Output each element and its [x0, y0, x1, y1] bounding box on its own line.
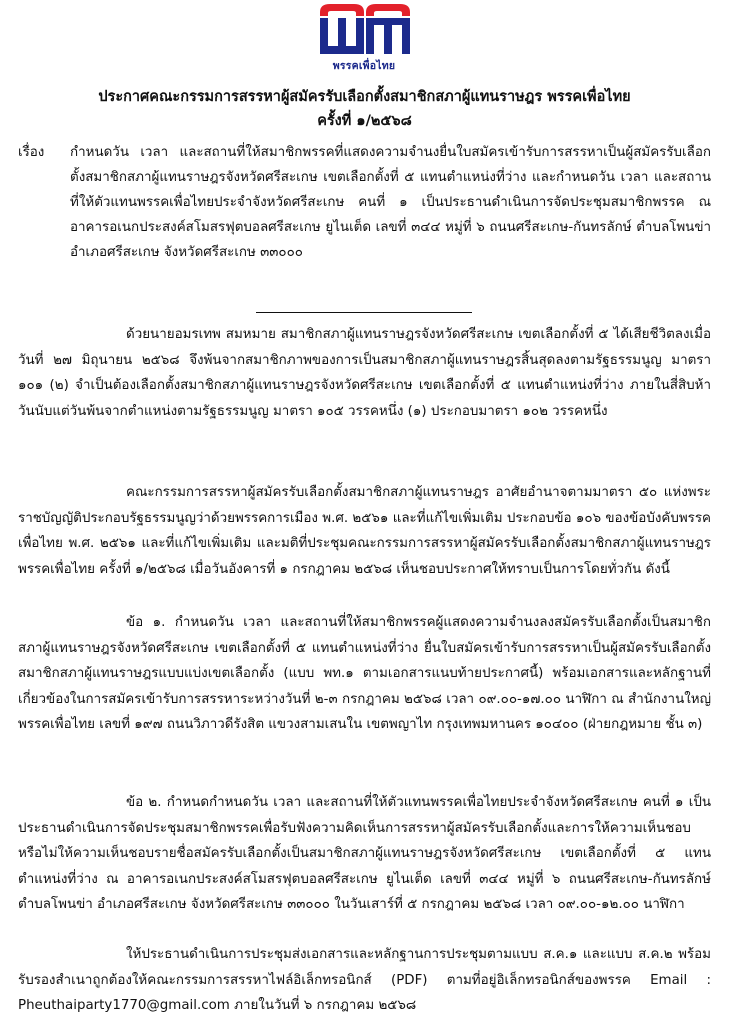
subject-block [18, 140, 711, 265]
paragraph-authority: คณะกรรมการสรรหาผู้สมัครรับเลือกตั้งสมาชิกสภาผู้แทนราษฎร อาศัยอำนาจตามมาตรา ๕๐ แห่งพระราชบัญญัติประกอบรัฐธรรมนูญว่าด้วยพรรคการเมือง พ.ศ. ๒๕๖๑ และที่แก้ไขเพิ่มเติม ประกอบข้อ ๑๐๖ ของข้อบังคับพรรคเพื่อไทย พ.ศ. ๒๕๖๑ และที่แก้ไขเพิ่มเติม และมติที่ประชุมคณะกรรมการสรรหาผู้สมัครรับเลือกตั้งสมาชิกสภาผู้แทนราษฎร พรรคเพื่อไทย ครั้งที่ ๑/๒๕๖๘ เมื่อวันอังคารที่ ๑ กรกฎาคม ๒๕๖๘ เห็นชอบประกาศให้ทราบเป็นการโดยทั่วกัน ดังนี้ [18, 485, 711, 577]
paragraph-submission [18, 942, 711, 1019]
announcement-number: ครั้งที่ ๑/๒๕๖๘ [317, 113, 412, 129]
paragraph-clause-2: ข้อ ๒. กำหนดกำหนดวัน เวลา และสถานที่ให้ตัวแทนพรรคเพื่อไทยประจำจังหวัดศรีสะเกษ คนที่ ๑ เป็นประธานดำเนินการจัดประชุมสมาชิกพรรคเพื่อรับฟังความคิดเห็นการสรรหาผู้สมัครรับเลือกตั้งและการให้ความเห็นชอบหรือไม่ให้ความเห็นชอบรายชื่อสมัครรับเลือกตั้งเป็นสมาชิกสภาผู้แทนราษฎรจังหวัดศรีสะเกษ เขตเลือกตั้งที่ ๕ แทนตำแหน่งที่ว่าง ณ อาคารอเนกประสงค์สโมสรฟุตบอลศรีสะเกษ ยูไนเต็ด เลขที่ ๓๔๔ หมู่ที่ ๖ ถนนศรีสะเกษ-กันทรลักษ์ ตำบลโพนข่า อำเภอศรีสะเกษ จังหวัดศรีสะเกษ ๓๓๐๐๐ ในวันเสาร์ที่ ๕ กรกฎาคม ๒๕๖๘ เวลา ๐๙.๐๐-๑๒.๐๐ นาฬิกา [18, 795, 711, 912]
party-logo [314, 2, 414, 74]
submission-deadline: ภายในวันที่ ๖ กรกฎาคม ๒๕๖๘ [229, 998, 417, 1013]
submission-text: ให้ประธานดำเนินการประชุมส่งเอกสารและหลักฐานการประชุมตามแบบ ส.ค.๑ และแบบ ส.ค.๒ พร้อมรับรองสำเนาถูกต้องให้คณะกรรมการสรรหาไฟล์อิเล็กทรอนิกส์ (PDF) ตามที่อยู่อิเล็กทรอนิกส์ของพรรค Email : [18, 947, 711, 988]
announcement-title: ประกาศคณะกรรมการสรรหาผู้สมัครรับเลือกตั้งสมาชิกสภาผู้แทนราษฎร พรรคเพื่อไทย [98, 89, 631, 105]
subject-label: เรื่อง [18, 145, 45, 160]
paragraph-clause-1: ข้อ ๑. กำหนดวัน เวลา และสถานที่ให้สมาชิกพรรคผู้แสดงความจำนงลงสมัครรับเลือกตั้งเป็นสมาชิกสภาผู้แทนราษฎรจังหวัดศรีสะเกษ เขตเลือกตั้งที่ ๕ แทนตำแหน่งที่ว่าง ยื่นใบสมัครเข้ารับการสรรหาเป็นผู้สมัครรับเลือกตั้งสมาชิกสภาผู้แทนราษฎรแบบแบ่งเขตเลือกตั้ง (แบบ พท.๑ ตามเอกสารแนบท้ายประกาศนี้) พร้อมเอกสารและหลักฐานที่เกี่ยวข้องในการสมัครเข้ารับการสรรหาระหว่างวันที่ ๒-๓ กรกฎาคม ๒๕๖๘ เวลา ๐๙.๐๐-๑๗.๐๐ นาฬิกา ณ สำนักงานใหญ่พรรคเพื่อไทย เลขที่ ๑๙๗ ถนนวิภาวดีรังสิต แขวงสามเสนใน เขตพญาไท กรุงเทพมหานคร ๑๐๔๐๐ (ฝ่ายกฎหมาย ชั้น ๓) [18, 615, 711, 732]
party-name-caption: พรรคเพื่อไทย [332, 60, 396, 72]
section-divider [256, 312, 472, 313]
party-email-link[interactable]: Pheuthaiparty1770@gmail.com [18, 998, 230, 1013]
subject-text: กำหนดวัน เวลา และสถานที่ให้สมาชิกพรรคที่แสดงความจำนงยื่นใบสมัครเข้ารับการสรรหาเป็นผู้สมัครรับเลือกตั้งสมาชิกสภาผู้แทนราษฎรจังหวัดศรีสะเกษ เขตเลือกตั้งที่ ๕ แทนตำแหน่งที่ว่าง และกำหนดวัน เวลา และสถานที่ให้ตัวแทนพรรคเพื่อไทยประจำจังหวัดศรีสะเกษ คนที่ ๑ เป็นประธานดำเนินการจัดประชุมสมาชิกพรรค ณ อาคารอเนกประสงค์สโมสรฟุตบอลศรีสะเกษ ยูไนเต็ด เลขที่ ๓๔๔ หมู่ที่ ๖ ถนนศรีสะเกษ-กันทรลักษ์ ตำบลโพนข่า อำเภอศรีสะเกษ จังหวัดศรีสะเกษ ๓๓๐๐๐ [70, 145, 711, 260]
paragraph-background: ด้วยนายอมรเทพ สมหมาย สมาชิกสภาผู้แทนราษฎรจังหวัดศรีสะเกษ เขตเลือกตั้งที่ ๕ ได้เสียชีวิตลงเมื่อวันที่ ๒๗ มิถุนายน ๒๕๖๘ จึงพ้นจากสมาชิกภาพของการเป็นสมาชิกสภาผู้แทนราษฎรสิ้นสุดลงตามรัฐธรรมนูญ มาตรา ๑๐๑ (๒) จำเป็นต้องเลือกตั้งสมาชิกสภาผู้แทนราษฎรจังหวัดศรีสะเกษ เขตเลือกตั้งที่ ๕ แทนตำแหน่งที่ว่าง ภายในสี่สิบห้าวันนับแต่วันพ้นจากตำแหน่งตามรัฐธรรมนูญ มาตรา ๑๐๕ วรรคหนึ่ง (๑) ประกอบมาตรา ๑๐๒ วรรคหนึ่ง [18, 327, 711, 419]
party-logo-mark [314, 2, 414, 58]
